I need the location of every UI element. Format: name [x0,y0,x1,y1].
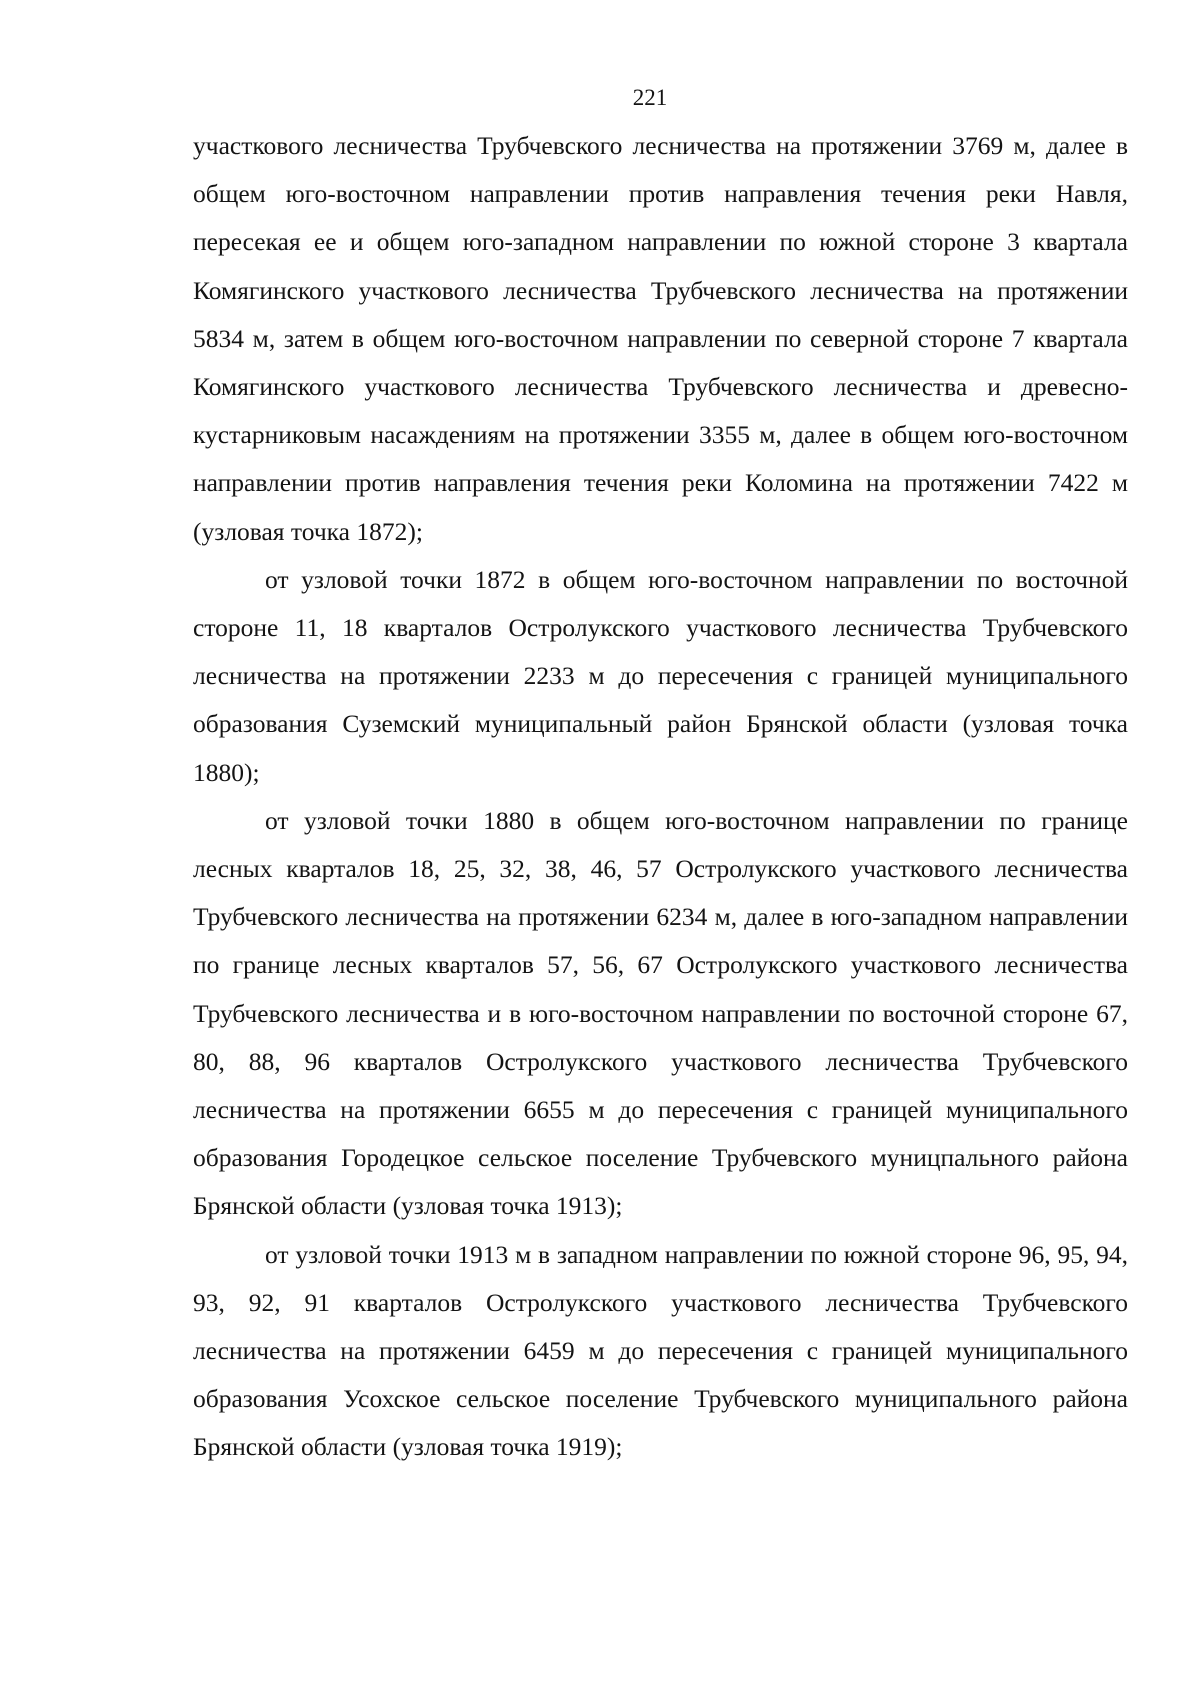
paragraph-2: от узловой точки 1872 в общем юго-восточном направлении по восточной стороне 11, 18 кварталов Остролукского участкового лесничества Трубчевского лесничества на протяжении 2233 м до пересечения с границей муниципального образования Суземский муниципальный район Брянской области (узловая точка 1880); [193,564,1128,787]
paragraph-3: от узловой точки 1880 в общем юго-восточном направлении по границе лесных кварталов 18, 25, 32, 38, 46, 57 Остролукского участкового лесничества Трубчевского лесничества на протяжении 6234 м, далее в юго-западном направлении по границе лесных кварталов 57, 56, 67 Остролукского участкового лесничества Трубчевского лесничества и в юго-восточном направлении по восточной стороне 67, 80, 88, 96 кварталов Остролукского участкового лесничества Трубчевского лесничества на протяжении 6655 м до пересечения с границей муниципального образования Городецкое сельское поселение Трубчевского муницпального района Брянской области (узловая точка 1913); [193,805,1128,1221]
paragraph-1: участкового лесничества Трубчевского лесничества на протяжении 3769 м, далее в общем юго-восточном направлении против направления течения реки Навля, пересекая ее и общем юго-западном направлении по южной стороне 3 квартала Комягинского участкового лесничества Трубчевского лесничества на протяжении 5834 м, затем в общем юго-восточном направлении по северной стороне 7 квартала Комягинского участкового лесничества Трубчевского лесничества и древесно-кустарниковым насаждениям на протяжении 3355 м, далее в общем юго-восточном направлении против направления течения реки Коломина на протяжении 7422 м (узловая точка 1872); [193,131,1128,546]
document-body [193,122,1128,1472]
page-number: 221 [632,85,668,110]
paragraph-4: от узловой точки 1913 м в западном направлении по южной стороне 96, 95, 94, 93, 92, 91 кварталов Остролукского участкового лесничества Трубчевского лесничества на протяжении 6459 м до пересечения с границей муниципального образования Усохское сельское поселение Трубчевского муниципального района Брянской области (узловая точка 1919); [193,1239,1128,1462]
